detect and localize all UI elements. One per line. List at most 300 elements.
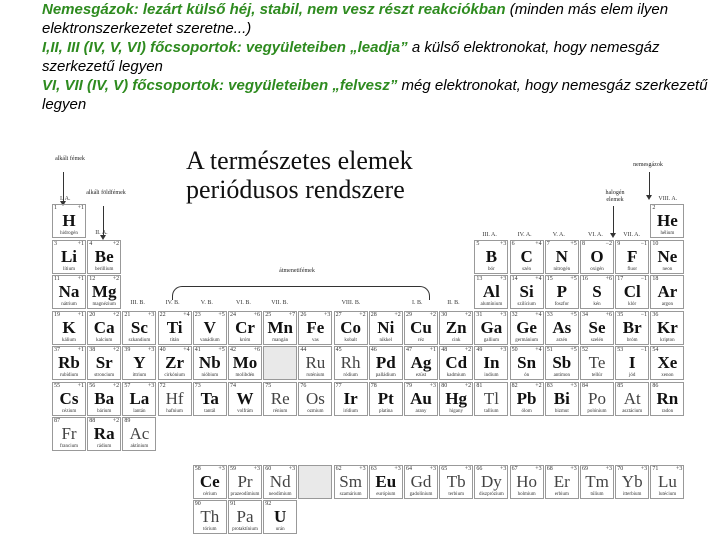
element-symbol: K xyxy=(62,317,76,337)
atomic-number: 34 xyxy=(582,311,588,318)
atomic-number: 86 xyxy=(652,382,659,389)
element-cell-ca xyxy=(87,311,121,345)
oxidation-state: +4 xyxy=(183,347,190,353)
element-name: nióbium xyxy=(201,373,219,378)
element-cell-se xyxy=(580,311,614,345)
element-name: ruténium xyxy=(306,373,325,378)
element-symbol: Ge xyxy=(516,317,537,337)
atomic-number: 84 xyxy=(582,382,588,389)
element-symbol: B xyxy=(485,246,498,266)
oxidation-state: +2 xyxy=(112,240,120,247)
atomic-number: 77 xyxy=(335,382,342,389)
element-symbol: Cl xyxy=(623,282,641,301)
atomic-number: 76 xyxy=(300,382,307,389)
oxidation-state: +3 xyxy=(288,465,296,472)
atomic-number: 55 xyxy=(54,382,60,389)
halogens-label: halogén elemek xyxy=(605,190,625,203)
oxidation-state: +3 xyxy=(570,382,577,389)
element-cell-tb xyxy=(439,465,473,499)
element-symbol: Ac xyxy=(129,424,150,443)
element-cell-ne xyxy=(650,240,684,274)
element-name: itterbium xyxy=(623,491,642,497)
group-label: IV. B. xyxy=(165,300,180,306)
element-symbol: Rn xyxy=(656,388,679,408)
element-symbol: Pa xyxy=(236,507,254,526)
donor-groups-text: a külső elektronokat, hogy nemesgáz szerkezetű legyen xyxy=(42,39,660,75)
atomic-number: 29 xyxy=(406,311,412,318)
element-symbol: Ce xyxy=(199,471,220,491)
atomic-number: 58 xyxy=(194,465,201,472)
oxidation-state: +1 xyxy=(77,240,84,247)
element-name: jód xyxy=(628,373,636,378)
element-symbol: Re xyxy=(270,388,290,408)
element-symbol: Xe xyxy=(657,353,678,372)
element-cell-dy xyxy=(474,465,508,499)
element-symbol: Zr xyxy=(165,353,185,372)
atomic-number: 31 xyxy=(476,311,483,318)
oxidation-state: +2 xyxy=(429,311,436,318)
transition-metals-label: átmenetifémek xyxy=(279,268,315,274)
oxidation-state: −2 xyxy=(605,240,612,247)
element-cell-v xyxy=(193,311,227,345)
element-symbol: Ru xyxy=(305,353,326,372)
element-symbol: Ag xyxy=(410,353,432,372)
element-cell-pt xyxy=(369,382,403,416)
element-symbol: Al xyxy=(482,282,500,301)
element-name: bizmut xyxy=(554,408,569,414)
element-symbol: Ta xyxy=(200,388,219,408)
oxidation-state: −1 xyxy=(640,347,648,353)
element-symbol: Fe xyxy=(306,317,325,337)
oxidation-state: +1 xyxy=(77,382,84,389)
alkali-metals-label: alkáli fémek xyxy=(55,156,85,162)
element-cell-cr xyxy=(228,311,262,345)
element-symbol: Mg xyxy=(91,282,117,301)
element-name: holmium xyxy=(517,491,536,497)
oxidation-state: +5 xyxy=(570,347,577,353)
element-symbol: Hf xyxy=(165,388,184,408)
element-name: gallium xyxy=(483,337,500,343)
oxidation-state: +2 xyxy=(112,347,120,353)
oxidation-state: +1 xyxy=(429,347,436,353)
atomic-number: 7 xyxy=(546,240,550,247)
atomic-number: 67 xyxy=(511,465,518,472)
element-symbol: Sr xyxy=(95,353,113,372)
oxidation-state: +2 xyxy=(112,418,120,424)
element-symbol: I xyxy=(628,353,636,372)
group-label: I. B. xyxy=(412,300,423,306)
atomic-number: 91 xyxy=(230,501,236,507)
element-symbol: Tl xyxy=(483,388,499,408)
element-cell-nb xyxy=(193,346,227,380)
element-symbol: Th xyxy=(200,507,220,526)
element-name: ittrium xyxy=(132,373,147,378)
element-cell-ra xyxy=(87,417,121,451)
element-name: terbium xyxy=(448,491,464,497)
element-name: kripton xyxy=(660,337,675,343)
atomic-number: 63 xyxy=(370,465,377,472)
element-symbol: Sm xyxy=(339,471,362,491)
element-cell-la xyxy=(122,382,156,416)
element-cell-ir xyxy=(334,382,368,416)
element-symbol: Gd xyxy=(410,471,432,491)
oxidation-state: +3 xyxy=(148,311,155,318)
element-name: argon xyxy=(661,302,674,307)
atomic-number: 4 xyxy=(89,240,93,247)
element-cell-eu xyxy=(369,465,403,499)
element-symbol: N xyxy=(555,246,568,266)
element-name: gadolínium xyxy=(409,491,433,497)
oxidation-state: +3 xyxy=(464,465,472,472)
oxidation-state: +3 xyxy=(500,276,507,282)
oxidation-state: +4 xyxy=(535,240,542,247)
element-symbol: P xyxy=(556,282,567,301)
element-symbol: Cr xyxy=(235,317,255,337)
group-label: III. B. xyxy=(130,300,145,306)
oxidation-state: +5 xyxy=(570,311,577,318)
oxidation-state: −1 xyxy=(640,276,648,282)
atomic-number: 36 xyxy=(652,311,659,318)
oxidation-state: +1 xyxy=(77,205,84,211)
element-cell-as xyxy=(545,311,579,345)
element-cell-gd xyxy=(404,465,438,499)
element-symbol: Ra xyxy=(93,424,115,443)
element-cell-al xyxy=(474,275,508,309)
element-symbol: Tb xyxy=(446,471,466,491)
atomic-number: 62 xyxy=(335,465,342,472)
oxidation-state: +4 xyxy=(535,311,542,318)
element-cell-pr xyxy=(228,465,262,499)
atomic-number: 65 xyxy=(441,465,448,472)
atomic-number: 87 xyxy=(54,418,60,424)
atomic-number: 39 xyxy=(124,347,131,353)
element-symbol: Si xyxy=(519,282,534,301)
element-symbol: Cd xyxy=(445,353,468,372)
element-symbol: Bi xyxy=(553,388,570,408)
atomic-number: 40 xyxy=(159,347,166,353)
oxidation-state: +6 xyxy=(253,347,260,353)
oxidation-state: +3 xyxy=(148,382,155,389)
element-symbol: Cs xyxy=(59,388,79,408)
atomic-number: 81 xyxy=(476,382,483,389)
group-label: III. A. xyxy=(482,232,497,238)
element-name: protaktínium xyxy=(232,527,258,532)
atomic-number: 51 xyxy=(546,347,553,353)
atomic-number: 23 xyxy=(194,311,201,318)
element-cell-cl xyxy=(615,275,649,309)
element-cell-ni xyxy=(369,311,403,345)
element-cell-ta xyxy=(193,382,227,416)
element-name: kalcium xyxy=(96,337,113,343)
element-name: germánium xyxy=(515,337,538,343)
element-symbol: Y xyxy=(133,353,146,372)
atomic-number: 85 xyxy=(617,382,624,389)
element-name: lítium xyxy=(63,266,75,272)
element-name: vanádium xyxy=(199,337,220,343)
element-symbol: Se xyxy=(588,317,606,337)
element-name: neon xyxy=(662,266,673,272)
element-name: bárium xyxy=(97,408,112,414)
element-cell-at xyxy=(615,382,649,416)
element-cell-n xyxy=(545,240,579,274)
element-symbol: U xyxy=(274,507,287,526)
element-cell-re xyxy=(263,382,297,416)
atomic-number: 75 xyxy=(265,382,272,389)
atomic-number: 69 xyxy=(582,465,588,472)
oxidation-state: +6 xyxy=(253,311,260,318)
atomic-number: 8 xyxy=(582,240,585,247)
atomic-number: 5 xyxy=(476,240,480,247)
element-cell-pb xyxy=(510,382,544,416)
element-name: neodímium xyxy=(268,491,292,497)
atomic-number: 1 xyxy=(54,205,57,211)
group-label: VIII. B. xyxy=(341,300,361,306)
atomic-number: 17 xyxy=(617,276,624,282)
oxidation-state: +3 xyxy=(500,347,507,353)
oxidation-state: +3 xyxy=(676,465,683,472)
element-cell-ge xyxy=(510,311,544,345)
element-cell-bi xyxy=(545,382,579,416)
atomic-number: 35 xyxy=(617,311,624,318)
element-cell-cd xyxy=(439,346,473,380)
element-name: erbium xyxy=(554,491,569,497)
atomic-number: 16 xyxy=(582,276,588,282)
element-cell-in xyxy=(474,346,508,380)
oxidation-state: +3 xyxy=(429,465,436,472)
element-symbol: Lu xyxy=(657,471,677,491)
atomic-number: 45 xyxy=(335,347,342,353)
element-symbol: W xyxy=(236,388,254,408)
element-cell-er xyxy=(545,465,579,499)
atomic-number: 52 xyxy=(582,347,588,353)
element-cell-rb xyxy=(52,346,86,380)
element-name: hafnium xyxy=(166,408,183,414)
element-cell-pm xyxy=(298,465,332,499)
element-cell-rn xyxy=(650,382,684,416)
element-name: réz xyxy=(417,337,425,343)
element-name: ródium xyxy=(343,373,358,378)
element-name: alumínium xyxy=(480,302,503,307)
element-symbol: Rb xyxy=(58,353,80,372)
element-cell-hf xyxy=(158,382,192,416)
element-name: króm xyxy=(239,337,251,343)
element-cell-p xyxy=(545,275,579,309)
element-name: rubídium xyxy=(59,373,79,378)
element-cell-li xyxy=(52,240,86,274)
element-name: indium xyxy=(484,373,499,378)
element-name: cirkónium xyxy=(164,373,185,378)
element-symbol: Sb xyxy=(552,353,572,372)
element-symbol: Ho xyxy=(516,471,537,491)
oxidation-state: +3 xyxy=(500,240,507,247)
element-symbol: Pb xyxy=(516,388,537,408)
oxidation-state: −1 xyxy=(640,240,648,247)
oxidation-state: +3 xyxy=(429,382,436,389)
element-name: szén xyxy=(522,266,532,272)
element-cell-tm xyxy=(580,465,614,499)
element-cell-h xyxy=(52,204,86,238)
acceptor-groups-heading: VI, VII (IV, V) főcsoportok: vegyületeiben „felvesz” xyxy=(42,77,398,94)
title-line-1: A természetes elemek xyxy=(186,146,413,175)
oxidation-state: +5 xyxy=(570,240,577,247)
oxidation-state: +3 xyxy=(570,465,577,472)
element-cell-u xyxy=(263,500,297,534)
element-cell-rh xyxy=(334,346,368,380)
atomic-number: 42 xyxy=(230,347,236,353)
atomic-number: 49 xyxy=(476,347,483,353)
element-name: arany xyxy=(415,408,427,414)
element-symbol: Kr xyxy=(657,317,678,337)
element-symbol: Nd xyxy=(269,471,291,491)
element-symbol: Pr xyxy=(237,471,253,491)
oxidation-state: +2 xyxy=(464,347,472,353)
element-symbol: V xyxy=(203,317,216,337)
element-symbol: Fr xyxy=(61,424,77,443)
element-cell-ru xyxy=(298,346,332,380)
element-symbol: Mo xyxy=(232,353,258,372)
oxidation-state: +6 xyxy=(605,276,612,282)
oxidation-state: +3 xyxy=(324,311,331,318)
element-name: prazeodímium xyxy=(230,491,260,497)
atomic-number: 33 xyxy=(546,311,553,318)
element-symbol: Mn xyxy=(267,317,293,337)
atomic-number: 50 xyxy=(511,347,518,353)
element-cell-cs xyxy=(52,382,86,416)
atomic-number: 48 xyxy=(441,347,448,353)
element-name: kobalt xyxy=(344,337,357,343)
atomic-number: 72 xyxy=(159,382,166,389)
atomic-number: 28 xyxy=(370,311,377,318)
atomic-number: 19 xyxy=(54,311,60,318)
element-cell-be xyxy=(87,240,121,274)
atomic-number: 60 xyxy=(265,465,272,472)
oxidation-state: +2 xyxy=(359,311,366,318)
element-cell-y xyxy=(122,346,156,380)
element-cell-mo xyxy=(228,346,262,380)
oxidation-state: +1 xyxy=(77,311,84,318)
element-name: molibdén xyxy=(235,373,255,378)
atomic-number: 12 xyxy=(89,276,96,282)
oxidation-state: +5 xyxy=(570,276,577,282)
element-name: ozmium xyxy=(307,408,324,414)
element-name: bór xyxy=(488,266,495,272)
atomic-number: 68 xyxy=(546,465,553,472)
element-symbol: Co xyxy=(340,317,361,337)
acceptor-groups-text: még elektronokat, hogy nemesgáz szerkezetű legyen xyxy=(42,77,708,113)
element-name: szkandium xyxy=(128,337,151,343)
oxidation-state: −1 xyxy=(640,311,648,318)
element-cell-yb xyxy=(615,465,649,499)
atomic-number: 74 xyxy=(230,382,236,389)
element-symbol: As xyxy=(552,317,572,337)
element-symbol: Ir xyxy=(343,388,358,408)
element-name: tórium xyxy=(203,527,217,532)
element-symbol: Ti xyxy=(166,317,183,337)
element-cell-ga xyxy=(474,311,508,345)
element-name: túlium xyxy=(590,491,604,497)
element-cell-th xyxy=(193,500,227,534)
element-cell-zr xyxy=(158,346,192,380)
element-cell-po xyxy=(580,382,614,416)
element-cell-cu xyxy=(404,311,438,345)
element-cell-mn xyxy=(263,311,297,345)
element-name: polónium xyxy=(587,408,607,414)
element-cell-c xyxy=(510,240,544,274)
element-cell-f xyxy=(615,240,649,274)
element-cell-k xyxy=(52,311,86,345)
element-symbol: Ne xyxy=(657,246,678,266)
element-name: nátrium xyxy=(61,302,77,307)
element-name: radon xyxy=(661,408,674,414)
element-name: európium xyxy=(376,491,396,497)
element-cell-i xyxy=(615,346,649,380)
element-symbol: Er xyxy=(553,471,570,491)
element-name: hidrogén xyxy=(60,231,78,236)
element-cell-na xyxy=(52,275,86,309)
atomic-number: 59 xyxy=(230,465,236,472)
alkaline-earth-label: alkáli földfémek xyxy=(86,190,126,196)
element-cell-sc xyxy=(122,311,156,345)
element-cell-os xyxy=(298,382,332,416)
group-label: VII. B. xyxy=(271,300,289,306)
noble-gases-text: (minden más elem ilyen elektronszerkezetet szeretne...) xyxy=(42,1,669,37)
element-symbol: La xyxy=(129,388,150,408)
element-name: ón xyxy=(524,373,530,378)
element-name: rádium xyxy=(97,444,112,449)
oxidation-state: +2 xyxy=(112,276,120,282)
element-name: xenon xyxy=(661,373,674,378)
atomic-number: 53 xyxy=(617,347,624,353)
element-cell-sr xyxy=(87,346,121,380)
element-symbol: C xyxy=(520,246,533,266)
element-cell-nd xyxy=(263,465,297,499)
element-symbol: Li xyxy=(60,246,78,266)
atomic-number: 82 xyxy=(511,382,518,389)
oxidation-state: +3 xyxy=(605,465,612,472)
element-cell-co xyxy=(334,311,368,345)
element-name: magnézium xyxy=(92,302,116,307)
element-symbol: O xyxy=(590,246,604,266)
element-symbol: Pt xyxy=(377,388,394,408)
element-cell-au xyxy=(404,382,438,416)
element-cell-br xyxy=(615,311,649,345)
atomic-number: 47 xyxy=(406,347,412,353)
title-line-2: periódusos rendszere xyxy=(186,175,405,204)
atomic-number: 64 xyxy=(406,465,412,472)
element-name: rénium xyxy=(273,408,288,414)
atomic-number: 30 xyxy=(441,311,448,318)
element-cell-b xyxy=(474,240,508,274)
group-label: IV. A. xyxy=(517,232,532,238)
element-symbol: Yb xyxy=(621,471,643,491)
element-name: volfrám xyxy=(237,408,253,414)
element-name: higany xyxy=(449,408,463,414)
group-label: V. A. xyxy=(552,232,565,238)
element-cell-ba xyxy=(87,382,121,416)
atomic-number: 3 xyxy=(54,240,57,247)
element-name: francium xyxy=(59,444,79,449)
element-cell-o xyxy=(580,240,614,274)
atomic-number: 2 xyxy=(652,205,656,211)
element-name: lantán xyxy=(133,408,146,414)
atomic-number: 13 xyxy=(476,276,483,282)
element-name: kálium xyxy=(62,337,76,343)
atomic-number: 22 xyxy=(159,311,166,318)
atomic-number: 56 xyxy=(89,382,96,389)
element-name: antimon xyxy=(553,373,570,378)
element-symbol: F xyxy=(626,246,638,266)
element-name: szamárium xyxy=(339,491,362,497)
